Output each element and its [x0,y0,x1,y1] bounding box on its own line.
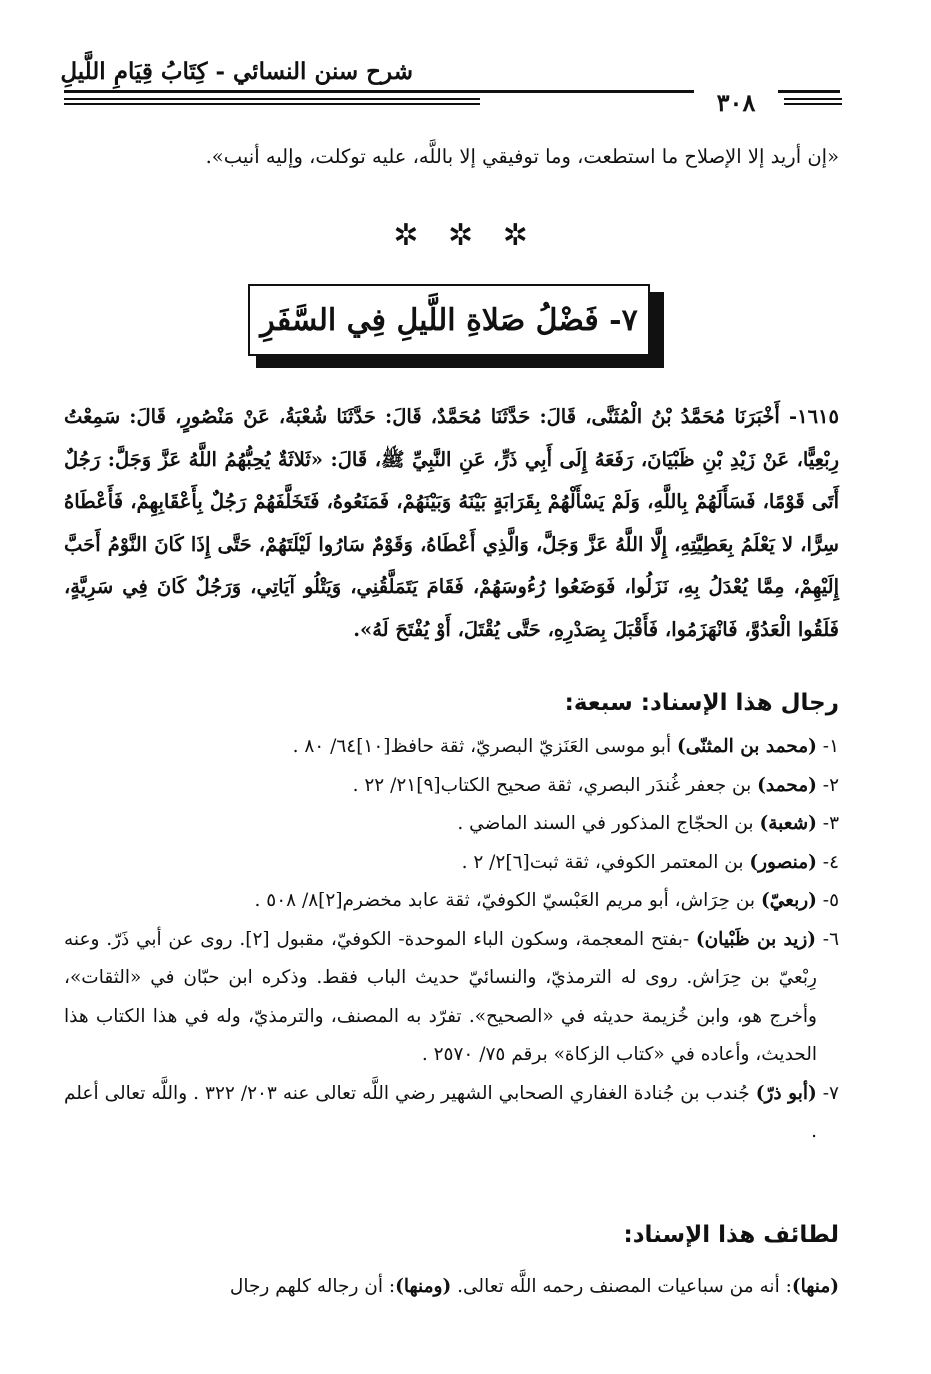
item-number: ٢- [822,774,839,796]
header-double-rule-right [784,98,842,100]
item-number: ٧- [822,1082,839,1104]
item-number: ٦- [822,928,839,950]
chapter-title: ٧- فَضْلُ صَلاةِ اللَّيلِ فِي السَّفَرِ [260,302,638,338]
narrator-description: -بفتح المعجمة، وسكون الباء الموحدة- الكوفيّ، مقبول [٢]. روى عن أبي ذَرّ. وعنه رِبْعيّ بن حِرَاش. روى له الترمذيّ، والنسائيّ حديث الباب فقط. وذكره ابن حبّان في «الثقات»، وأخرج هو، وابن خُزيمة حديثه في «الصحيح». تفرّد به المصنف، والترمذيّ، وله في هذا الكتاب هذا الحديث، وأعاده في «كتاب الزكاة» برقم ٧٥/ ٢٥٧٠ . [64,928,817,1065]
intro-paragraph: «إن أريد إلا الإصلاح ما استطعت، وما توفيقي إلا باللَّه، عليه توكلت، وإليه أنيب». [205,145,839,168]
list-item [64,1075,839,1152]
list-item [64,921,839,1075]
running-title: شرح سنن النسائي - كِتَابُ قِيَامِ اللَّيلِ [60,58,413,85]
header-double-rule-left [64,98,480,100]
item-number: ٤- [822,851,839,873]
subtleties-paragraph [64,1270,839,1304]
list-item [64,805,839,844]
narrator-description: بن حِرَاش، أبو مريم العَبْسيّ الكوفيّ، ثقة عابد مخضرم[٢]٨/ ٥٠٨ . [254,890,761,911]
narrator-name: (زيد بن ظَبْيان) [695,928,817,950]
list-item [64,844,839,883]
narrator-name: (ربعيّ) [760,890,817,911]
narrator-description: جُندب بن جُنادة الغفاري الصحابي الشهير رضي اللَّه تعالى عنه ٢٠٣/ ٣٢٢ . واللَّه تعالى أعلم . [64,1082,817,1142]
item-number: ٣- [822,813,839,834]
subtleties-heading: لطائف هذا الإسناد: [623,1222,839,1248]
narrator-name: (محمد بن المثنّى) [676,736,817,757]
narrators-heading: رجال هذا الإسناد: سبعة: [564,690,839,716]
narrator-description: أبو موسى العَنَزيّ البصريّ، ثقة حافظ[١٠]٦٤/ ٨٠ . [292,736,677,757]
hadith-text: ١٦١٥- أَخْبَرَنَا مُحَمَّدُ بْنُ الْمُثَنَّى، قَالَ: حَدَّثَنَا مُحَمَّدٌ، قَالَ: حَدَّثَنَا شُعْبَةُ، عَنْ مَنْصُورٍ، قَالَ: سَمِعْتُ رِبْعِيًّا، عَنْ زَيْدِ بْنِ ظَبْيَانَ، رَفَعَهُ إِلَى أَبِي ذَرٍّ، عَنِ النَّبِيِّ ﷺ، قَالَ: «ثَلاثَةٌ يُحِبُّهُمُ اللَّهُ عَزَّ وَجَلَّ: رَجُلٌ أَتَى قَوْمًا، فَسَأَلَهُمْ بِاللَّهِ، وَلَمْ يَسْأَلْهُمْ بِقَرَابَةٍ بَيْنَهُ وَبَيْنَهُمْ، فَمَنَعُوهُ، فَتَخَلَّفَهُمْ رَجُلٌ بِأَعْقَابِهِمْ، فَأَعْطَاهُ سِرًّا، لا يَعْلَمُ بِعَطِيَّتِهِ، إِلَّا اللَّهُ عَزَّ وَجَلَّ، وَالَّذِي أَعْطَاهُ، وَقَوْمٌ سَارُوا لَيْلَتَهُمْ، حَتَّى إِذَا كَانَ النَّوْمُ أَحَبَّ إِلَيْهِمْ، مِمَّا يُعْدَلُ بِهِ، نَزَلُوا، فَوَضَعُوا رُءُوسَهُمْ، فَقَامَ يَتَمَلَّقُنِي، وَيَتْلُو آيَاتِي، وَرَجُلٌ كَانَ فِي سَرِيَّةٍ، فَلَقُوا الْعَدُوَّ، فَانْهَزَمُوا، فَأَقْبَلَ بِصَدْرِهِ، حَتَّى يُقْتَلَ، أَوْ يُفْتَحَ لَهُ». [64,405,839,641]
narrator-description: بن المعتمر الكوفي، ثقة ثبت[٦]٢/ ٢ . [461,851,750,873]
narrator-description: بن الحجّاج المذكور في السند الماضي . [457,813,760,834]
list-item [64,728,839,767]
page-number: ٣٠٨ [694,88,778,117]
subtlety-label: (ومنها) [395,1276,452,1297]
narrator-name: (أبو ذرّ) [755,1082,817,1104]
section-separator: ✲ ✲ ✲ [393,218,538,253]
narrator-name: (منصور) [749,851,817,873]
narrators-list [64,728,839,1152]
chapter-title-box [248,284,650,356]
item-number: ١- [822,736,839,757]
narrator-name: (محمد) [757,774,817,796]
item-number: ٥- [822,890,839,911]
subtlety-text: : أن رجاله كلهم رجال [229,1276,396,1297]
list-item [64,767,839,806]
narrator-name: (شعبة) [759,813,817,834]
subtlety-text: : أنه من سباعيات المصنف رحمه اللَّه تعالى. [451,1276,792,1297]
header-double-rule-right-lower [784,103,842,105]
header-double-rule-left-lower [64,103,480,105]
list-item [64,882,839,921]
narrator-description: بن جعفر غُندَر البصري، ثقة صحيح الكتاب[٩]٢١/ ٢٢ . [352,774,758,796]
subtlety-label: (منها) [791,1276,839,1297]
